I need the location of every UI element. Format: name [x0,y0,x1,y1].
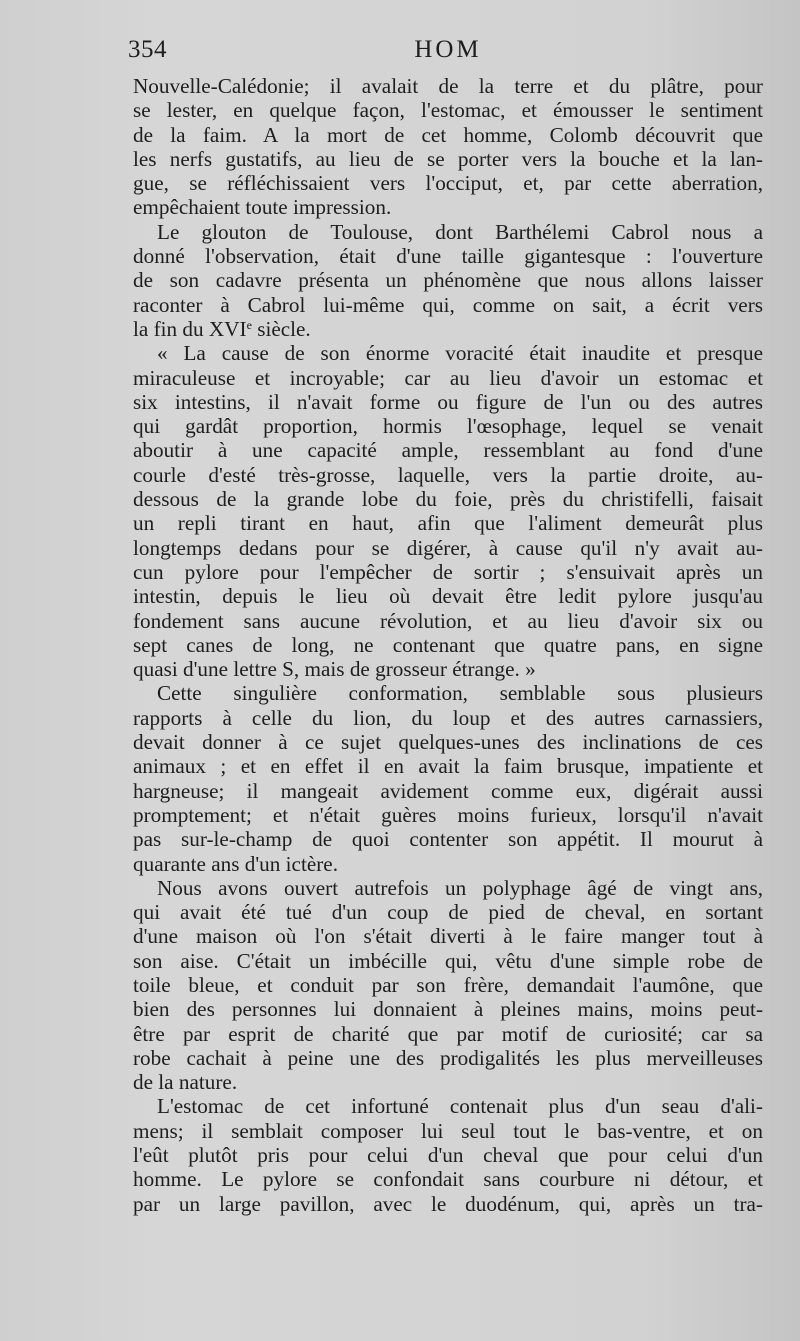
text-line: l'eût plutôt pris pour celui d'un cheval que pour celui d'un [133,1143,763,1168]
text-line: de la nature. [133,1070,238,1095]
text-line: aboutir à une capacité ample, ressemblant au fond d'une [133,438,763,463]
paragraph [133,220,763,341]
text-line: qui avait été tué d'un coup de pied de cheval, en sortant [133,900,763,925]
text-line: de la faim. A la mort de cet homme, Colomb découvrit que [133,122,763,147]
text-line: quasi d'une lettre S, mais de grosseur étrange. » [133,657,536,682]
paragraph [133,681,763,875]
text-line: miraculeuse et incroyable; car au lieu d'avoir un estomac et [133,365,763,390]
text-line: L'estomac de cet infortuné contenait plus d'un seau d'ali- [157,1094,763,1119]
text-line: rapports à celle du lion, du loup et des autres carnassiers, [133,705,763,730]
text-line: un repli tirant en haut, afin que l'aliment demeurât plus [133,511,763,536]
text-line: empêchaient toute impression. [133,195,392,220]
text-line: gue, se réfléchissaient vers l'occiput, et, par cette aberration, [133,171,763,196]
text-line: quarante ans d'un ictère. [133,851,339,876]
paragraph [133,1094,763,1215]
text-line: son aise. C'était un imbécille qui, vêtu d'une simple robe de [133,948,763,973]
text-line: homme. Le pylore se confondait sans courbure ni détour, et [133,1167,763,1192]
text-line: raconter à Cabrol lui-même qui, comme on sait, a écrit vers [133,292,763,317]
body-text [133,74,763,1216]
page-number: 354 [128,36,167,63]
text-line: par un large pavillon, avec le duodénum, qui, après un tra- [133,1191,763,1216]
text-line: promptement; et n'était guères moins furieux, lorsqu'il n'avait [133,802,763,827]
text-line: pas sur-le-champ de quoi contenter son appétit. Il mourut à [133,827,763,852]
text-line: fondement sans aucune révolution, et au lieu d'avoir six ou [133,608,763,633]
text-line: être par esprit de charité que par motif de curiosité; car sa [133,1021,763,1046]
century-numeral: XVIe [208,316,252,341]
text-line: Nous avons ouvert autrefois un polyphage âgé de vingt ans, [157,875,763,900]
text-line: intestin, depuis le lieu où devait être ledit pylore jusqu'au [133,584,763,609]
text-line: toile bleue, et conduit par son frère, demandait l'aumône, que [133,972,763,997]
text-line: Cette singulière conformation, semblable sous plusieurs [157,681,763,706]
paragraph [133,876,763,1095]
text-line: dessous de la grande lobe du foie, près du christifelli, faisait [133,487,763,512]
text-line: devait donner à ce sujet quelques-unes des inclinations de ces [133,730,763,755]
text-line: cun pylore pour l'empêcher de sortir ; s'ensuivait après un [133,559,763,584]
text-line: les nerfs gustatifs, au lieu de se porter vers la bouche et la lan- [133,146,763,171]
running-head: HOM [414,36,482,63]
text-line: « La cause de son énorme voracité était inaudite et presque [157,341,763,366]
text-line: qui gardât proportion, hormis l'œsophage, lequel se venait [133,414,763,439]
text-line: animaux ; et en effet il en avait la faim brusque, impatiente et [133,754,763,779]
text-line: Le glouton de Toulouse, dont Barthélemi Cabrol nous a [157,219,763,244]
text-line: robe cachait à peine une des prodigalités les plus merveilleuses [133,1045,763,1070]
text-line: d'une maison où l'on s'était diverti à le faire manger tout à [133,924,763,949]
text-line-with-century: la fin du XVIe siècle. [133,316,311,341]
text-line: bien des personnes lui donnaient à pleines mains, moins peut- [133,997,763,1022]
text-line: six intestins, il n'avait forme ou figure de l'un ou des autres [133,389,763,414]
text-line: courle d'esté très-grosse, laquelle, vers la partie droite, au- [133,462,763,487]
paragraph [133,74,763,220]
text-line: de son cadavre présenta un phénomène que nous allons laisser [133,268,763,293]
text-line: sept canes de long, ne contenant que quatre pans, en signe [133,632,763,657]
text-line: hargneuse; il mangeait avidement comme eux, digérait aussi [133,778,763,803]
paragraph [133,341,763,681]
text-line: donné l'observation, était d'une taille gigantesque : l'ouverture [133,244,763,269]
text-line: Nouvelle-Calédonie; il avalait de la terre et du plâtre, pour [133,74,763,98]
text-line: longtemps dedans pour se digérer, à cause qu'il n'y avait au- [133,535,763,560]
text-line: mens; il semblait composer lui seul tout le bas-ventre, et on [133,1118,763,1143]
page-header [128,36,768,72]
text-line: se lester, en quelque façon, l'estomac, et émousser le sentiment [133,98,763,123]
